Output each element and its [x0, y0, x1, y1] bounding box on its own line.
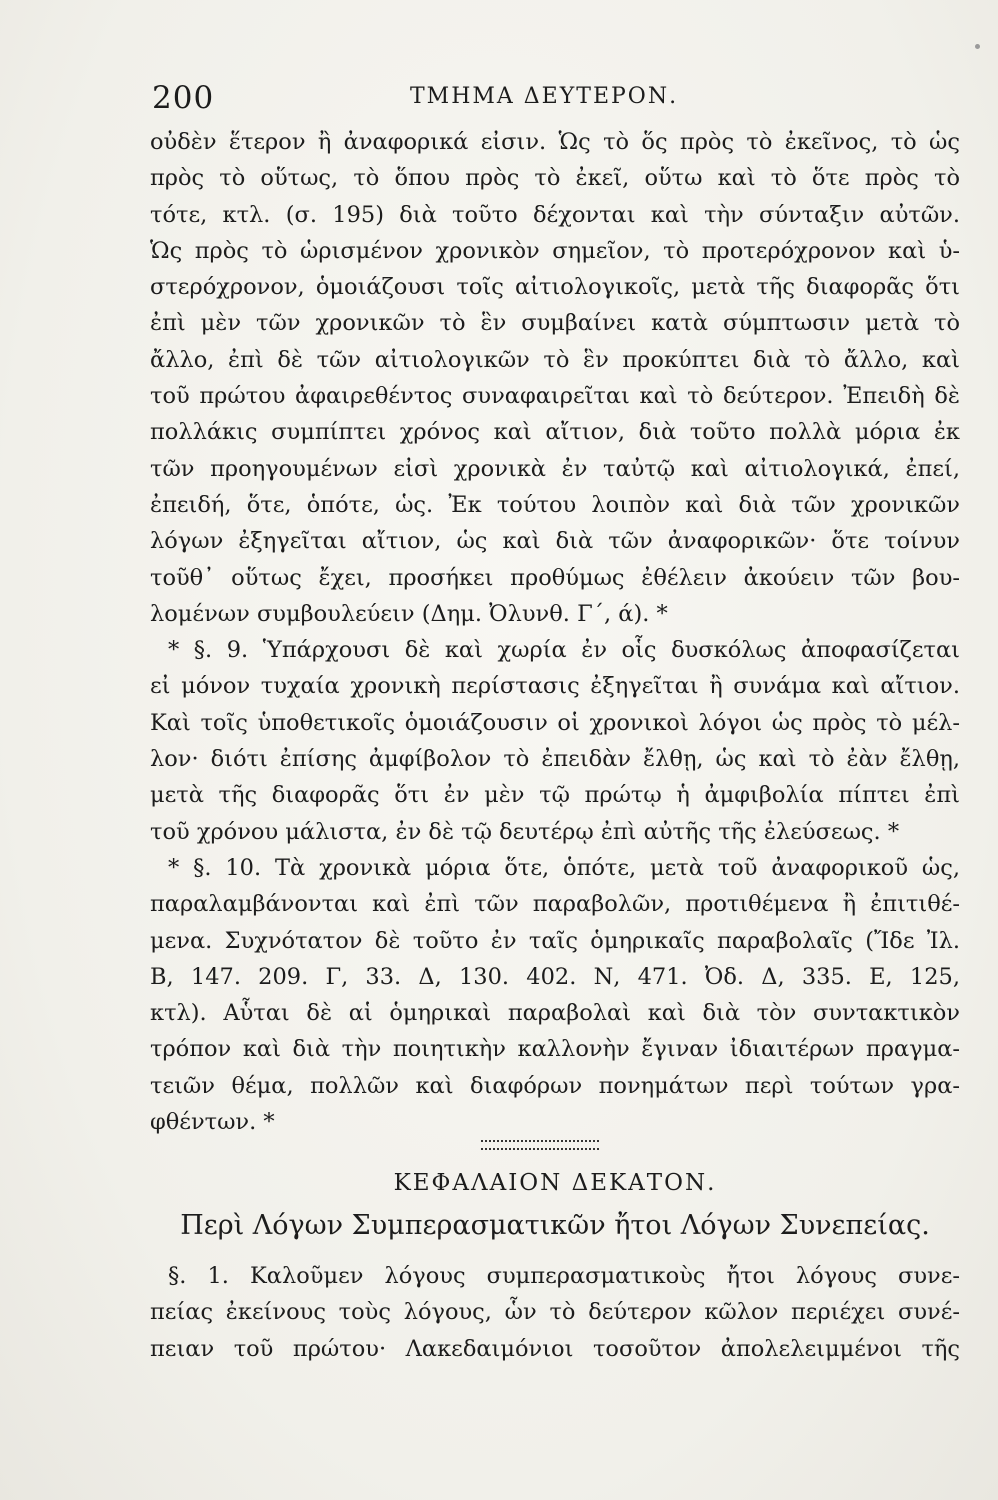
- text-line: τοῦ χρόνου μάλιστα, ἐν δὲ τῷ δευτέρῳ ἐπὶ αὐτῆς τῆς ἐλεύσεως. *: [150, 818, 900, 845]
- running-title: ΤΜΗΜΑ ΔΕΥΤΕΡΟΝ.: [410, 84, 679, 109]
- text-line: κτλ). Αὗται δὲ αἱ ὁμηρικαὶ παραβολαὶ καὶ διὰ τὸν συντακτικὸν: [150, 1000, 960, 1027]
- text-line: λόγων ἐξηγεῖται αἴτιον, ὡς καὶ διὰ τῶν ἀναφορικῶν· ὅτε τοίνυν: [150, 528, 960, 555]
- text-line: τρόπον καὶ διὰ τὴν ποιητικὴν καλλονὴν ἔγιναν ἰδιαιτέρων πραγμα-: [150, 1036, 960, 1063]
- text-line: οὐδὲν ἕτερον ἢ ἀναφορικά εἰσιν. Ὡς τὸ ὅς πρὸς τὸ ἐκεῖνος, τὸ ὡς: [150, 129, 960, 155]
- section-title: Περὶ Λόγων Συμπερασματικῶν ἤτοι Λόγων Συνεπείας.: [180, 1210, 930, 1241]
- chapter-title: ΚΕΦΑΛΑΙΟΝ ΔΕΚΑΤΟΝ.: [393, 1170, 717, 1196]
- text-line: Καὶ τοῖς ὑποθετικοῖς ὁμοιάζουσιν οἱ χρονικοὶ λόγοι ὡς πρὸς τὸ μέλ-: [150, 709, 960, 736]
- text-line: τοῦ πρώτου ἀφαιρεθέντος συναφαιρεῖται καὶ τὸ δεύτερον. Ἐπειδὴ δὲ: [150, 383, 960, 410]
- text-line: πειαν τοῦ πρώτου· Λακεδαιμόνιοι τοσοῦτον ἀπολελειμμένοι τῆς: [150, 1335, 960, 1362]
- text-line: λον· διότι ἐπίσης ἀμφίβολον τὸ ἐπειδὰν ἔλθῃ, ὡς καὶ τὸ ἐὰν ἔλθῃ,: [150, 746, 960, 773]
- text-line: Β, 147. 209. Γ, 33. Δ, 130. 402. Ν, 471. Ὀδ. Δ, 335. Ε, 125,: [150, 963, 960, 990]
- text-line: μενα. Συχνότατον δὲ τοῦτο ἐν ταῖς ὁμηρικαῖς παραβολαῖς (Ἴδε Ἰλ.: [150, 927, 960, 954]
- text-line: πείας ἐκείνους τοὺς λόγους, ὧν τὸ δεύτερον κῶλον περιέχει συνέ-: [150, 1299, 960, 1326]
- text-line: φθέντων. *: [150, 1109, 275, 1136]
- ornamental-divider: [481, 1140, 599, 1150]
- text-line: πολλάκις συμπίπτει χρόνος καὶ αἴτιον, διὰ τοῦτο πολλὰ μόρια ἐκ: [150, 419, 960, 446]
- page-header: [150, 74, 960, 124]
- text-line: μετὰ τῆς διαφορᾶς ὅτι ἐν μὲν τῷ πρώτῳ ἡ ἀμφιβολία πίπτει ἐπὶ: [150, 782, 960, 809]
- body-text: [150, 124, 960, 1140]
- text-line: ἄλλο, ἐπὶ δὲ τῶν αἰτιολογικῶν τὸ ἓν προκύπτει διὰ τὸ ἄλλο, καὶ: [150, 346, 960, 373]
- text-line: * §. 10. Τὰ χρονικὰ μόρια ὅτε, ὁπότε, μετὰ τοῦ ἀναφορικοῦ ὡς,: [168, 854, 960, 881]
- paper-speck: [975, 44, 980, 49]
- text-line: στερόχρονον, ὁμοιάζουσι τοῖς αἰτιολογικοῖς, μετὰ τῆς διαφορᾶς ὅτι: [150, 274, 960, 301]
- text-line: τοῦθ᾽ οὕτως ἔχει, προσήκει προθύμως ἐθέλειν ἀκούειν τῶν βου-: [150, 564, 960, 591]
- text-line: τότε, κτλ. (σ. 195) διὰ τοῦτο δέχονται καὶ τὴν σύνταξιν αὐτῶν.: [150, 201, 960, 228]
- text-line: τῶν προηγουμένων εἰσὶ χρονικὰ ἐν ταὐτῷ καὶ αἰτιολογικά, ἐπεί,: [150, 455, 960, 482]
- text-line: πρὸς τὸ οὕτως, τὸ ὅπου πρὸς τὸ ἐκεῖ, οὕτω καὶ τὸ ὅτε πρὸς τὸ: [150, 165, 960, 192]
- text-line: τειῶν θέμα, πολλῶν καὶ διαφόρων πονημάτων περὶ τούτων γρα-: [150, 1072, 960, 1099]
- text-line: Ὡς πρὸς τὸ ὡρισμένον χρονικὸν σημεῖον, τὸ προτερόχρονον καὶ ὑ-: [150, 237, 960, 264]
- body-text-continued: [150, 1258, 960, 1367]
- text-line: ἐπειδή, ὅτε, ὁπότε, ὡς. Ἐκ τούτου λοιπὸν καὶ διὰ τῶν χρονικῶν: [150, 491, 960, 518]
- text-line: λομένων συμβουλεύειν (Δημ. Ὀλυνθ. Γ΄, ά). *: [150, 600, 668, 627]
- text-line: ἐπὶ μὲν τῶν χρονικῶν τὸ ἓν συμβαίνει κατὰ σύμπτωσιν μετὰ τὸ: [150, 310, 960, 337]
- text-line: * §. 9. Ὑπάρχουσι δὲ καὶ χωρία ἐν οἷς δυσκόλως ἀποφασίζεται: [168, 637, 960, 664]
- page-number: 200: [152, 80, 215, 116]
- text-line: παραλαμβάνονται καὶ ἐπὶ τῶν παραβολῶν, προτιθέμενα ἢ ἐπιτιθέ-: [150, 891, 960, 918]
- text-line: εἰ μόνον τυχαία χρονικὴ περίστασις ἐξηγεῖται ἢ συνάμα καὶ αἴτιον.: [150, 673, 960, 700]
- text-line: §. 1. Καλοῦμεν λόγους συμπερασματικοὺς ἤτοι λόγους συνε-: [168, 1263, 960, 1289]
